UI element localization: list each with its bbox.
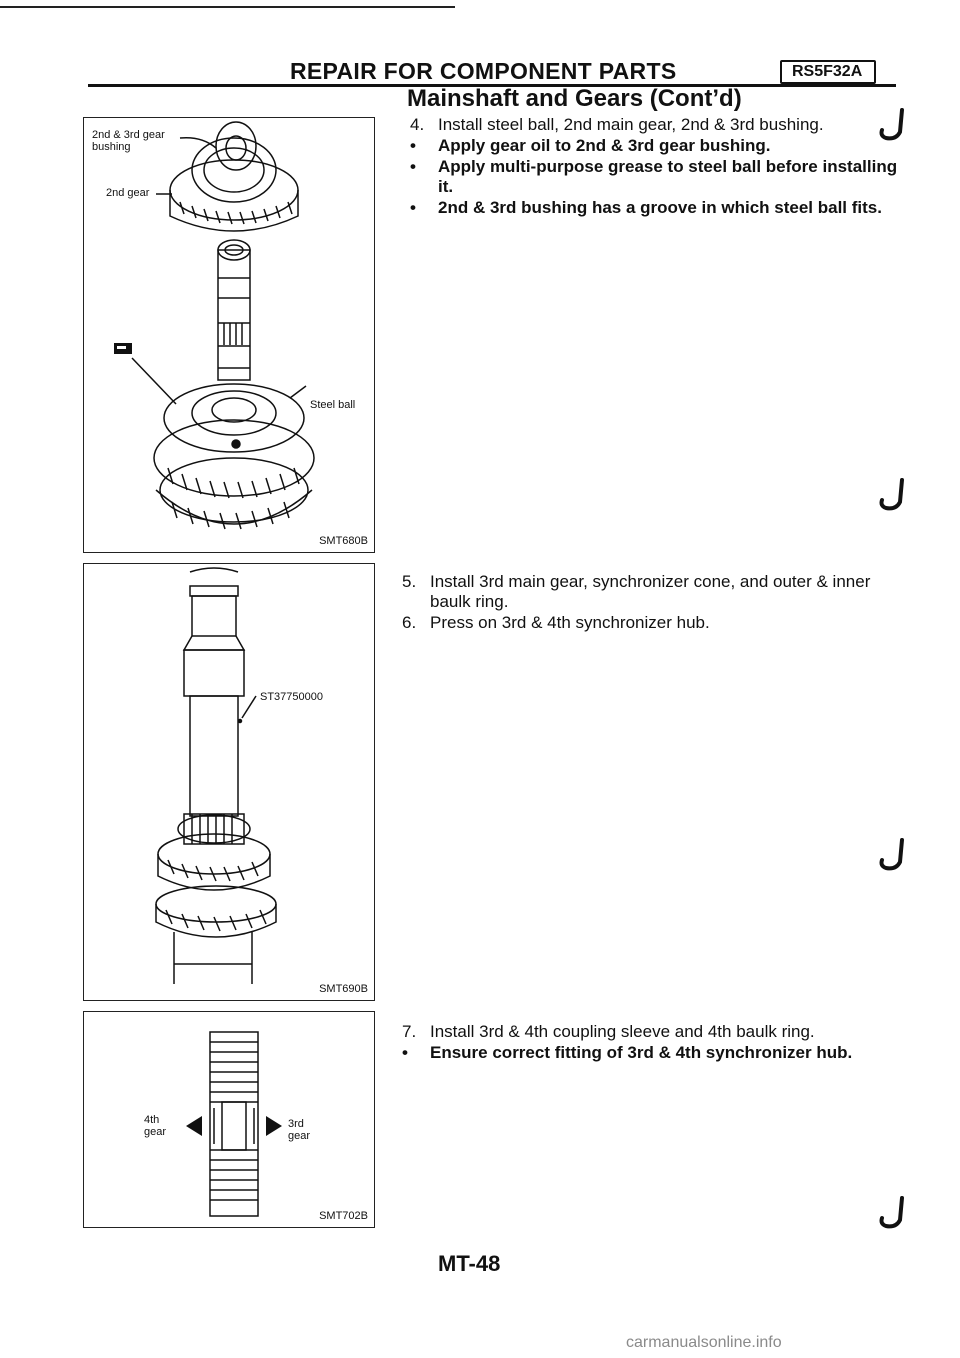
- note-synchronizer: • Ensure correct fitting of 3rd & 4th synchronizer hub.: [402, 1043, 853, 1062]
- arrow-right-icon: [266, 1116, 282, 1136]
- step-5: 5. Install 3rd main gear, synchronizer cone, and outer & inner baulk ring.: [402, 572, 871, 611]
- watermark[interactable]: carmanualsonline.info: [626, 1334, 782, 1351]
- steps-block-a: [408, 115, 900, 219]
- top-rule: [0, 6, 455, 8]
- figure-smt690b: [83, 563, 375, 1001]
- note-grease: • Apply multi-purpose grease to steel ball before installing it.: [410, 157, 898, 196]
- checkmark-icon: [878, 478, 908, 512]
- figure-code: SMT702B: [319, 1210, 368, 1222]
- figure-smt680b: [83, 117, 375, 553]
- note-groove: • 2nd & 3rd bushing has a groove in which steel ball fits.: [410, 198, 882, 217]
- checkmark-icon: [878, 1196, 908, 1230]
- page-header-title: REPAIR FOR COMPONENT PARTS: [290, 58, 677, 84]
- checkmark-icon: [878, 108, 908, 142]
- steps-block-c: [400, 1022, 900, 1064]
- page-number: MT-48: [438, 1251, 501, 1276]
- steps-block-b: [400, 572, 900, 634]
- step-7: 7. Install 3rd & 4th coupling sleeve and 4th baulk ring.: [402, 1022, 815, 1041]
- figure-smt702b: [83, 1011, 375, 1228]
- label-tool-number: ST37750000: [260, 691, 323, 703]
- arrow-left-icon: [186, 1116, 202, 1136]
- press-tool-illustration: [84, 564, 374, 1000]
- label-4th-gear: 4th gear: [144, 1114, 167, 1138]
- checkmark-icon: [878, 838, 908, 872]
- section-title: Mainshaft and Gears (Cont’d): [407, 85, 742, 112]
- coupling-sleeve-illustration: [84, 1012, 374, 1227]
- label-2nd-gear: 2nd gear: [106, 187, 150, 199]
- label-3rd-gear: 3rd gear: [288, 1118, 311, 1142]
- label-bushing: 2nd & 3rd gear bushing: [92, 129, 165, 153]
- mainshaft-gear-illustration: [84, 118, 374, 552]
- note-gear-oil: • Apply gear oil to 2nd & 3rd gear bushing.: [410, 136, 771, 155]
- step-4: 4. Install steel ball, 2nd main gear, 2nd & 3rd bushing.: [410, 115, 824, 134]
- grease-icon: [114, 343, 132, 354]
- figure-code: SMT680B: [319, 535, 368, 547]
- step-6: 6. Press on 3rd & 4th synchronizer hub.: [402, 613, 710, 632]
- model-code-badge: RS5F32A: [780, 60, 876, 84]
- label-steel-ball: Steel ball: [310, 399, 356, 411]
- figure-code: SMT690B: [319, 983, 368, 995]
